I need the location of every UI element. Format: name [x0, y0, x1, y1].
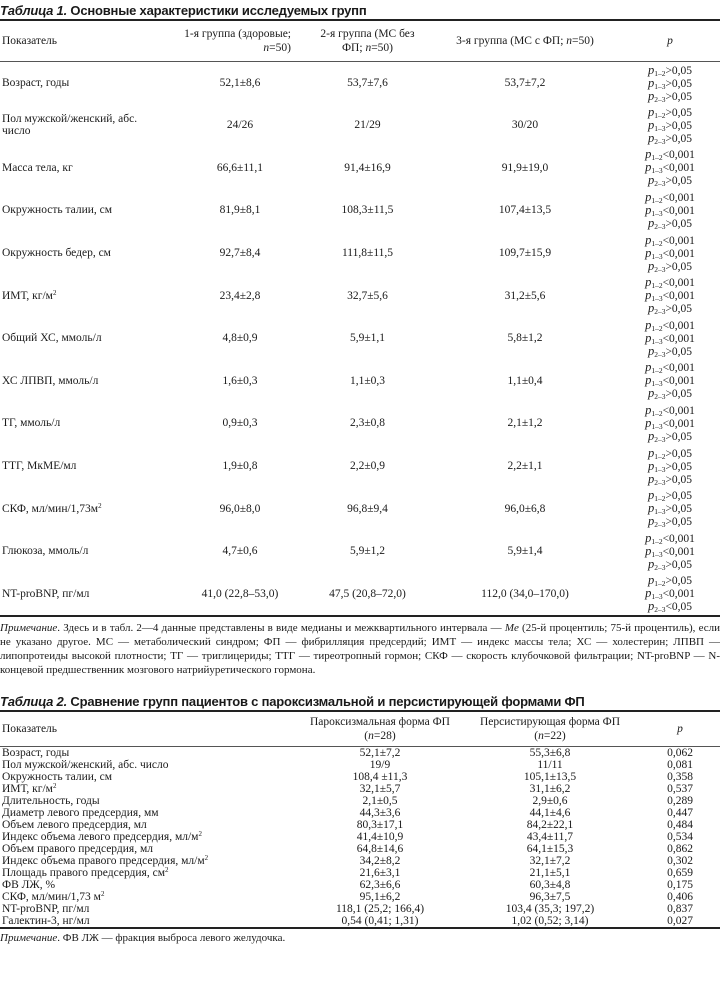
cell-indicator: [0, 530, 175, 573]
p-value-p23: $p_{2-3}>0,05$: [647, 173, 693, 189]
p-value-p13: $p_{1-3}<0,001$: [645, 415, 695, 431]
row-label: ФВ ЛЖ, %: [2, 879, 56, 892]
row-label-sup: 2: [52, 288, 57, 297]
cell-p: [620, 573, 720, 616]
p-value-p13: $p_{1-3}<0,001$: [645, 288, 695, 304]
cell-p: [620, 274, 720, 317]
p-value-p13: $p_{1-3}<0,001$: [645, 543, 695, 559]
header-text: 3-я группа (МС с ФП;: [456, 35, 567, 47]
table1-header-indicator: Показатель: [2, 35, 58, 47]
cell-p: [620, 360, 720, 403]
cell-persistent: 60,3±4,8: [529, 879, 571, 892]
row-label: Окружность бедер, см: [2, 247, 111, 260]
cell-indicator: [0, 189, 175, 232]
cell-group3: 109,7±15,9: [498, 247, 552, 260]
cell-paroxysmal: 41,4±10,9: [356, 831, 404, 844]
p-value-p12: $p_{1-2}>0,05$: [647, 445, 693, 461]
cell-group2: 2,2±0,9: [349, 460, 386, 473]
cell-group3: 5,8±1,2: [507, 332, 543, 345]
cell-group3: 107,4±13,5: [498, 204, 552, 217]
note-label: Примечание: [0, 622, 58, 635]
row-label: Длительность, годы: [2, 795, 100, 808]
table1-body: [0, 62, 720, 615]
cell-p: 0,484: [667, 819, 693, 832]
cell-persistent: 32,1±7,2: [529, 855, 571, 868]
p-value-p13: $p_{1-3}>0,05$: [647, 458, 693, 474]
table-row: [0, 189, 720, 232]
cell-group3: 1,1±0,4: [507, 374, 543, 387]
row-label: Окружность талии, см: [2, 771, 113, 784]
table-row: [0, 855, 720, 867]
row-label: Общий ХС, ммоль/л: [2, 332, 102, 345]
cell-paroxysmal: 19/9: [369, 759, 391, 772]
header-text: =28): [373, 730, 396, 743]
table-row: [0, 232, 720, 275]
cell-group2: 96,8±9,4: [347, 502, 388, 515]
cell-indicator: [0, 795, 300, 807]
cell-p: 0,447: [667, 807, 693, 820]
table-row: [0, 819, 720, 831]
note-me: Me: [504, 622, 519, 635]
cell-indicator: [0, 573, 175, 616]
header-text: Персистирующая форма ФП: [479, 716, 621, 729]
table2-body: [0, 747, 720, 927]
row-label: ТТГ, МкМЕ/мл: [2, 460, 77, 473]
row-label-sup: 2: [52, 782, 57, 791]
cell-group1: 1,6±0,3: [222, 374, 258, 387]
p-value-p12: $p_{1-2}<0,001$: [645, 360, 695, 376]
p-value-p13: $p_{1-3}>0,05$: [647, 501, 693, 517]
cell-group3: 31,2±5,6: [504, 289, 546, 302]
row-label: Объем левого предсердия, мл: [2, 819, 147, 832]
table1-note: [0, 617, 720, 687]
note-label: Примечание: [0, 932, 58, 945]
p-value-p23: $p_{2-3}<0,05$: [647, 599, 693, 615]
note-text-a: . Здесь и в табл. 2—4 данные представлены в виде медианы и межквартильного интервала —: [57, 622, 505, 635]
row-label: Объем правого предсердия, мл: [2, 843, 153, 856]
cell-indicator: [0, 771, 300, 783]
table-row: [0, 915, 720, 927]
table-row: [0, 317, 720, 360]
cell-group3: 96,0±6,8: [504, 502, 546, 515]
p-value-p13: $p_{1-3}<0,001$: [645, 373, 695, 389]
cell-paroxysmal: 108,4 ±11,3: [352, 771, 408, 784]
cell-indicator: [0, 62, 175, 104]
table-row: [0, 771, 720, 783]
header-p: p: [677, 723, 683, 736]
table-row: [0, 445, 720, 488]
p-value-p12: $p_{1-2}>0,05$: [647, 488, 693, 504]
p-value-p12: $p_{1-2}>0,05$: [647, 62, 693, 78]
cell-persistent: 1,02 (0,52; 3,14): [511, 915, 589, 928]
cell-p: [620, 189, 720, 232]
table1-header-group1: [175, 21, 305, 62]
header-text: =22): [543, 730, 566, 743]
table-row: [0, 903, 720, 915]
table1-label: Таблица 1.: [0, 3, 67, 18]
cell-indicator: [0, 867, 300, 879]
row-label: Площадь правого предсердия, см: [2, 867, 165, 880]
p-value-p12: $p_{1-2}<0,001$: [645, 530, 695, 546]
p-value-p12: $p_{1-2}>0,05$: [647, 573, 693, 589]
cell-persistent: 11/11: [537, 759, 563, 772]
row-label: СКФ, мл/мин/1,73м: [2, 502, 99, 515]
p-value-p13: $p_{1-3}<0,001$: [645, 245, 695, 261]
table-row: [0, 402, 720, 445]
cell-group1: 81,9±8,1: [219, 204, 261, 217]
table-row: [0, 747, 720, 759]
cell-group1: 52,1±8,6: [219, 77, 261, 89]
cell-indicator: [0, 360, 175, 403]
table-row: [0, 867, 720, 879]
header-text: 2-я группа (МС без: [320, 28, 415, 40]
cell-group1: 66,6±11,1: [216, 161, 264, 174]
cell-indicator: [0, 759, 300, 771]
cell-indicator: [0, 855, 300, 867]
p-value-p23: $p_{2-3}>0,05$: [647, 130, 693, 146]
table1-header-row: [0, 21, 720, 62]
table-row: [0, 487, 720, 530]
cell-group3: 2,2±1,1: [507, 460, 543, 473]
cell-p: 0,302: [667, 855, 693, 868]
cell-group2: 47,5 (20,8–72,0): [329, 587, 406, 600]
header-n: n: [538, 730, 544, 743]
cell-p: [620, 104, 720, 147]
row-label: Возраст, годы: [2, 77, 70, 89]
table2-label: Таблица 2.: [0, 694, 67, 710]
cell-group2: 2,3±0,8: [349, 417, 386, 430]
table2-header-indicator: Показатель: [2, 723, 58, 736]
cell-p: [620, 487, 720, 530]
cell-group2: 108,3±11,5: [341, 204, 394, 217]
row-label: Масса тела, кг: [2, 161, 73, 174]
cell-indicator: [0, 831, 300, 843]
row-label: Возраст, годы: [2, 747, 70, 760]
cell-p: 0,027: [667, 915, 693, 928]
cell-p: [620, 530, 720, 573]
cell-persistent: 31,1±6,2: [529, 783, 571, 796]
cell-indicator: [0, 819, 300, 831]
cell-group2: 32,7±5,6: [347, 289, 388, 302]
row-label: Индекс объема правого предсердия, мл/м: [2, 855, 205, 868]
header-n: n: [365, 42, 372, 54]
p-value-p23: $p_{2-3}>0,05$: [647, 556, 693, 572]
cell-p: 0,534: [667, 831, 693, 844]
cell-persistent: 84,2±22,1: [526, 819, 574, 832]
cell-indicator: [0, 274, 175, 317]
cell-p: [620, 232, 720, 275]
header-text: =50): [269, 42, 291, 54]
table2: [0, 712, 720, 927]
header-text: =50): [572, 35, 594, 47]
table-row: [0, 783, 720, 795]
cell-group3: 91,9±19,0: [501, 161, 549, 174]
cell-group1: 1,9±0,8: [222, 460, 258, 473]
table-row: [0, 795, 720, 807]
cell-p: 0,406: [667, 891, 693, 904]
cell-paroxysmal: 95,1±6,2: [359, 891, 401, 904]
table-row: [0, 879, 720, 891]
cell-persistent: 43,4±11,7: [526, 831, 574, 844]
table-row: [0, 807, 720, 819]
header-n: n: [368, 730, 374, 743]
table2-header-p: [640, 712, 720, 747]
table1-header-group2: [305, 21, 430, 62]
row-label: ИМТ, кг/м: [2, 783, 53, 796]
row-label: ИМТ, кг/м: [2, 289, 53, 302]
cell-group1: 0,9±0,3: [222, 417, 258, 430]
header-n: n: [263, 42, 270, 54]
table-row: [0, 274, 720, 317]
cell-group2: 5,9±1,1: [349, 332, 386, 345]
table2-caption: [0, 691, 720, 710]
cell-indicator: [0, 445, 175, 488]
cell-p: 0,175: [667, 879, 693, 892]
p-value-p12: $p_{1-2}<0,001$: [645, 147, 695, 163]
cell-paroxysmal: 62,3±6,6: [359, 879, 401, 892]
row-label: ТГ, ммоль/л: [2, 417, 61, 430]
cell-paroxysmal: 64,8±14,6: [356, 843, 404, 856]
cell-indicator: [0, 487, 175, 530]
cell-p: [620, 147, 720, 190]
table1-header-p: [620, 21, 720, 62]
cell-p: 0,537: [667, 783, 693, 796]
cell-paroxysmal: 80,3±17,1: [356, 819, 404, 832]
cell-indicator: [0, 232, 175, 275]
row-label: Пол мужской/женский, абс. число: [2, 759, 169, 772]
cell-p: 0,289: [667, 795, 693, 808]
cell-group1: 23,4±2,8: [219, 289, 261, 302]
cell-paroxysmal: 34,2±8,2: [359, 855, 401, 868]
p-value-p23: $p_{2-3}>0,05$: [647, 215, 693, 231]
header-n: n: [566, 35, 573, 47]
p-value-p23: $p_{2-3}>0,05$: [647, 343, 693, 359]
cell-group2: 111,8±11,5: [341, 247, 394, 260]
cell-persistent: 44,1±4,6: [529, 807, 571, 820]
cell-p: 0,062: [667, 747, 693, 760]
header-text: Пароксизмальная форма ФП: [309, 716, 450, 729]
cell-group1: 24/26: [226, 119, 254, 132]
table2-note: [0, 929, 720, 945]
cell-group3: 53,7±7,2: [504, 77, 546, 89]
cell-indicator: [0, 807, 300, 819]
row-label-sup: 2: [164, 866, 169, 875]
p-value-p13: $p_{1-3}<0,001$: [645, 330, 695, 346]
table2-header-persistent: Персистирующая форма ФП (n=22): [479, 716, 621, 743]
cell-p: 0,862: [667, 843, 693, 856]
table1-header-group3: [430, 21, 620, 62]
row-label-sup: 2: [100, 890, 105, 899]
table-row: [0, 891, 720, 903]
p-value-p23: $p_{2-3}>0,05$: [647, 471, 693, 487]
cell-indicator: [0, 891, 300, 903]
row-label: Глюкоза, ммоль/л: [2, 545, 89, 558]
cell-indicator: [0, 147, 175, 190]
header-p: p: [667, 35, 673, 47]
cell-group1: 4,8±0,9: [222, 332, 258, 345]
cell-p: [620, 402, 720, 445]
p-value-p13: $p_{1-3}<0,001$: [645, 202, 695, 218]
p-value-p23: $p_{2-3}>0,05$: [647, 514, 693, 530]
cell-persistent: 96,3±7,5: [529, 891, 571, 904]
p-value-p12: $p_{1-2}<0,001$: [645, 232, 695, 248]
cell-indicator: [0, 402, 175, 445]
cell-group3: 30/20: [511, 119, 539, 132]
cell-group1: 92,7±8,4: [219, 247, 261, 260]
cell-group2: 1,1±0,3: [349, 374, 386, 387]
p-value-p13: $p_{1-3}>0,05$: [647, 117, 693, 133]
table2-header-paroxysmal: Пароксизмальная форма ФП (n=28): [309, 716, 450, 743]
table1: [0, 21, 720, 615]
cell-indicator: [0, 903, 300, 915]
cell-group3: 112,0 (34,0–170,0): [481, 587, 569, 600]
table-row: [0, 831, 720, 843]
cell-paroxysmal: 52,1±7,2: [359, 747, 401, 760]
cell-group2: 5,9±1,2: [349, 545, 386, 558]
header-text: 1-я группа (здоровые;: [184, 28, 291, 40]
cell-p: 0,081: [667, 759, 693, 772]
row-label: Индекс объема левого предсердия, мл/м: [2, 831, 199, 844]
row-label: Диаметр левого предсердия, мм: [2, 807, 159, 820]
table-row: [0, 62, 720, 104]
p-value-p12: $p_{1-2}>0,05$: [647, 104, 693, 120]
cell-p: 0,837: [667, 903, 693, 916]
cell-paroxysmal: 32,1±5,7: [359, 783, 401, 796]
cell-indicator: [0, 783, 300, 795]
cell-group1: 4,7±0,6: [222, 545, 258, 558]
cell-persistent: 105,1±13,5: [523, 771, 577, 784]
table-row: [0, 843, 720, 855]
cell-group2: 21/29: [354, 119, 381, 132]
p-value-p12: $p_{1-2}<0,001$: [645, 402, 695, 418]
cell-indicator: [0, 104, 175, 147]
note-text-b: (25-й процентиль; 75-й процентиль), если не указано другое. МС — метаболический синдром; ФП — фибрилляция предсердий; ИМТ — индекс массы тела; ХС — холестерин; ЛПВП — липопротеиды высокой плотности; ТГ — триглицериды; ТТГ — тиреотропный гормон; СКФ — скорость клубочковой фильтрации; NT-proBNP — N-концевой предшественник мозгового натрийуретического гормона.: [0, 622, 720, 677]
cell-p: [620, 317, 720, 360]
row-label: СКФ, мл/мин/1,73 м: [2, 891, 101, 904]
table-row: [0, 759, 720, 771]
p-value-p13: $p_{1-3}<0,001$: [645, 586, 695, 602]
row-label-sup: 2: [198, 830, 202, 839]
table2-title: Сравнение групп пациентов с пароксизмальной и персистирующей формами ФП: [70, 694, 585, 710]
cell-persistent: 55,3±6,8: [529, 747, 571, 760]
table2-header-row: [0, 712, 720, 747]
cell-paroxysmal: 44,3±3,6: [359, 807, 401, 820]
p-value-p23: $p_{2-3}>0,05$: [647, 301, 693, 317]
cell-indicator: [0, 879, 300, 891]
cell-group1: 41,0 (22,8–53,0): [201, 587, 279, 600]
p-value-p13: $p_{1-3}>0,05$: [647, 75, 693, 91]
cell-p: [620, 445, 720, 488]
cell-group2: 53,7±7,6: [347, 77, 388, 89]
p-value-p23: $p_{2-3}>0,05$: [647, 428, 693, 444]
p-value-p23: $p_{2-3}>0,05$: [647, 88, 693, 104]
table-row: [0, 147, 720, 190]
cell-group3: 5,9±1,4: [507, 545, 543, 558]
table-row: [0, 360, 720, 403]
cell-paroxysmal: 21,6±3,1: [359, 867, 401, 880]
cell-p: 0,659: [667, 867, 693, 880]
cell-persistent: 2,9±0,6: [532, 795, 568, 808]
p-value-p23: $p_{2-3}>0,05$: [647, 386, 693, 402]
cell-persistent: 103,4 (35,3; 197,2): [505, 903, 595, 916]
row-label: NT-proBNP, пг/мл: [2, 587, 90, 600]
p-value-p12: $p_{1-2}<0,001$: [645, 189, 695, 205]
table-row: [0, 573, 720, 616]
cell-paroxysmal: 2,1±0,5: [362, 795, 398, 808]
cell-indicator: [0, 747, 300, 759]
cell-persistent: 64,1±15,3: [526, 843, 574, 856]
cell-paroxysmal: 0,54 (0,41; 1,31): [341, 915, 419, 928]
cell-p: 0,358: [667, 771, 693, 784]
table-row: [0, 530, 720, 573]
p-value-p12: $p_{1-2}<0,001$: [645, 275, 695, 291]
table1-caption: [0, 0, 720, 19]
cell-indicator: [0, 915, 300, 927]
cell-paroxysmal: 118,1 (25,2; 166,4): [335, 903, 425, 916]
row-label: ХС ЛПВП, ммоль/л: [2, 374, 99, 387]
row-label: Галектин-3, нг/мл: [2, 915, 90, 928]
row-label-sup: 2: [204, 854, 209, 863]
cell-group2: 91,4±16,9: [344, 161, 391, 174]
cell-indicator: [0, 843, 300, 855]
header-text: =50): [371, 42, 394, 54]
row-label: NT-proBNP, пг/мл: [2, 903, 90, 916]
cell-group3: 2,1±1,2: [507, 417, 543, 430]
note-text: . ФВ ЛЖ — фракция выброса левого желудочка.: [57, 932, 286, 945]
cell-p: [620, 62, 720, 104]
cell-persistent: 21,1±5,1: [529, 867, 571, 880]
row-label: Окружность талии, см: [2, 204, 113, 217]
row-label-sup: 2: [98, 501, 102, 510]
table1-title: Основные характеристики исследуемых групп: [70, 3, 367, 18]
cell-group1: 96,0±8,0: [219, 502, 261, 515]
p-value-p12: $p_{1-2}<0,001$: [645, 317, 695, 333]
p-value-p23: $p_{2-3}>0,05$: [647, 258, 693, 274]
header-text: ФП;: [341, 42, 366, 54]
table-row: [0, 104, 720, 147]
row-label: Пол мужской/женский, абс. число: [2, 113, 138, 138]
cell-indicator: [0, 317, 175, 360]
p-value-p13: $p_{1-3}<0,001$: [645, 160, 695, 176]
